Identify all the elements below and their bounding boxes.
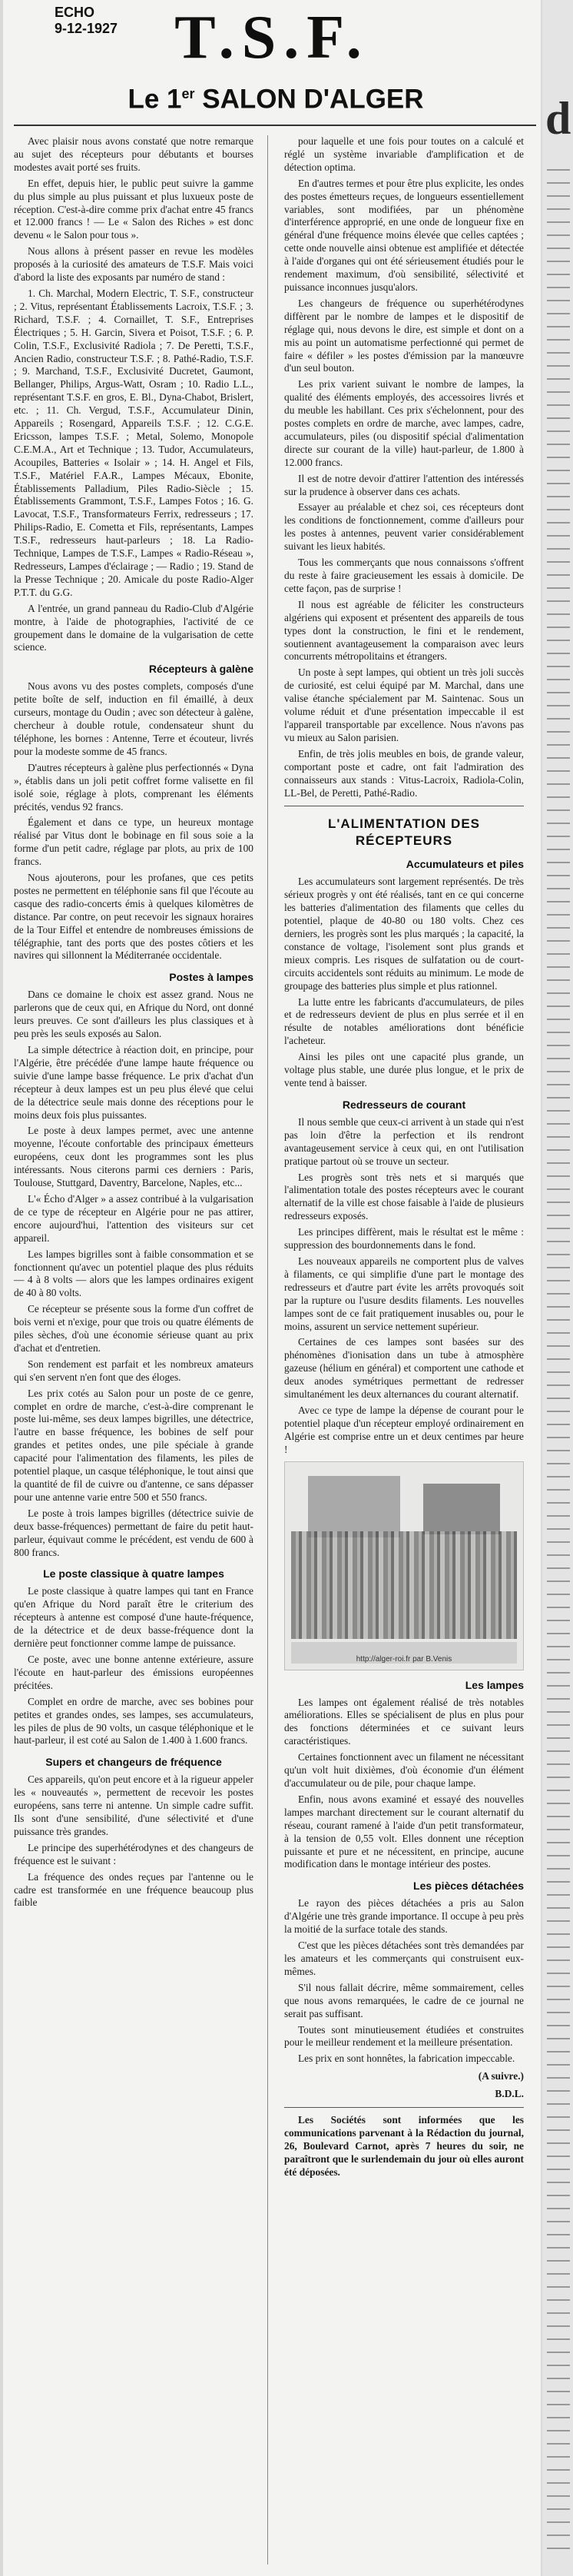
section-heading: Les pièces détachées xyxy=(413,1880,524,1893)
paragraph: Nous avons vu des postes complets, composés d'une petite boîte de self, induction en fil émaillé, à deux curseurs, montage du Oudin ; avec son détecteur à galène, chercheur à double rotule, condensateur shunt du téléphone, les bornes : Antenne, Terre et écouteur, livrés pour la modeste somme de 45 francs. xyxy=(14,680,253,757)
salon-photo xyxy=(284,1461,524,1670)
paragraph: C'est que les pièces détachées sont très demandées par les amateurs et les commerçants qui construisent eux-mêmes. xyxy=(284,1939,524,1977)
photo-stand-right xyxy=(423,1484,500,1534)
paragraph: Le poste à deux lampes permet, avec une antenne moyenne, l'écoute confortable des principaux émetteurs européens, ceux dont les programmes sont les plus intéressants. Nous citerons parmi ces derniers : Paris, Toulouse, Stuttgard, Daventry, Barcelone, Naples, etc... xyxy=(14,1125,253,1189)
paragraph: Essayer au préalable et chez soi, ces récepteurs dont les conditions de fonctionnement, comme d'ailleurs pour les postes à antennes, peuvent varier considérablement suivant les lieux habités. xyxy=(284,501,524,553)
paragraph: La lutte entre les fabricants d'accumulateurs, de piles et de redresseurs devient de plus en plus serrée et il en résulte de notables améliorations dont bénéficie l'acheteur. xyxy=(284,995,524,1047)
paragraph: pour laquelle et une fois pour toutes on a calculé et réglé un système invariable d'amplification et de détection optima. xyxy=(284,135,524,173)
section-heading: Accumulateurs et piles xyxy=(406,858,524,871)
paragraph: Ce récepteur se présente sous la forme d'un coffret de bois verni et n'exige, pour que trois ou quatre éléments de piles sèches, d'où une économie sérieuse quant au prix d'achat et d'entretien. xyxy=(14,1303,253,1354)
section-rule xyxy=(284,2107,524,2108)
section-heading: Le poste classique à quatre lampes xyxy=(43,1567,224,1581)
adjacent-letter: d xyxy=(545,93,571,144)
paragraph: Ce poste, avec une bonne antenne extérieure, assure l'écoute en haut-parleur des émissions européennes précitées. xyxy=(14,1653,253,1691)
paragraph: Les lampes bigrilles sont à faible consommation et se fonctionnent qu'avec un potentiel plaque des plus réduits — 4 à 8 volts — alors que les lampes ordinaires exigent de 40 à 80 volts. xyxy=(14,1248,253,1299)
paragraph: Dans ce domaine le choix est assez grand. Nous ne parlerons que de ceux qui, en Afrique du Nord, ont donné leurs preuves. Ce sont d'ailleurs les plus classiques et à peu près les seuls exposés au Salon. xyxy=(14,989,253,1040)
photo-credit: http://alger-roi.fr par B.Venis xyxy=(356,1654,452,1664)
to-be-continued: (A suivre.) xyxy=(478,2070,524,2082)
paragraph: Les nouveaux appareils ne comportent plus de valves à filaments, ce qui simplifie d'une part le montage des redresseurs et d'autre part évite les arrêts provoqués soit par la rupture ou l'usure desdits filaments. Les nouvelles lampes sont de ce fait pratiquement inusables ou, pour le moins, assurent un service nettement supérieur. xyxy=(284,1255,524,1332)
exhibitor-list: 1. Ch. Marchal, Modern Electric, T. S.F., constructeur ; 2. Vitus, représentant Établissements Lacroix, T.S.F. ; 3. Richard, T.S.F. ; 4. Cornaillet, T. S.F., Entreprises Électriques ; 5. H. Garcin, Sivera et Poisot, T.S.F. ; 6. P. Colin, T.S.F., Exclusivité Radiola ; 7. De Peretti, T.S.F., Ancien Radio, constructeur T.S.F. ; 8. Pathé-Radio, T.S.F. ; 9. Marchand, T.S.F., Exclusivité Ducretet, Gaumont, Bellanger, Philips, Argus-Watt, Osram ; 10. Radio L.L., représentant T.S.F. en gros, E. Bl., Dyna-Chabot, Brislert, etc. ; 11. Ch. Vergud, T.S.F., Accumulateur Dinin, Appareils ; Rosengard, Appareils T.S.F. ; 12. C.G.E. Ericsson, lampes T.S.F. ; Metal, Solemo, Monopole C.E.M.A., Art et Technique ; 13. Tudor, Accumulateurs, Acoupiles, Batteries « Isolair » ; 14. H. Angel et Fils, T.S.F., Matériel F.A.R., Lampes Mécaux, Ebonite, Établissements Palladium, Piles Radio-Siècle ; 15. Établissements Grammont, T.S.F., Lampes Fotos ; 16. G. Lavocat, T.S.F., Transformateurs Ferrix, redresseurs ; 17. Philips-Radio, E. Cometta et Fils, représentants, Lampes T.S.F., redresseurs haut-parleurs ; 18. La Radio-Technique, Lampes de T.S.F., Lampes « Radio-Réseau », Redresseurs, Lampes d'éclairage ; — Radio ; 19. Stand de la Presse Technique ; 20. Amicale du poste Radio-Alger P.T.T. du G.G. xyxy=(14,287,253,598)
paragraph: Il est de notre devoir d'attirer l'attention des intéressés sur la prudence à observer dans ces achats. xyxy=(284,472,524,497)
author-signature: B.D.L. xyxy=(495,2088,524,2100)
paragraph: En d'autres termes et pour être plus explicite, les ondes des postes émetteurs reçues, de longueurs essentiellement variables, sont modifiées, par un phénomène d'interférence approprié, en une onde de longueur fixe en général d'une fréquence moins élevée que celles captées ; cette onde nouvelle ainsi obtenue est amplifiée et détectée à l'aide d'organes qui ont été sérieusement étudiés pour le rendement maximum, d'où sensibilité, sélectivité et puissance inconnues jusqu'alors. xyxy=(284,177,524,293)
masthead-title: T.S.F. xyxy=(174,4,369,71)
paragraph: A l'entrée, un grand panneau du Radio-Club d'Algérie montre, à l'aide de photographies, l'activité de ce groupement dans le domaine de la vulgarisation de cette science. xyxy=(14,602,253,653)
paragraph: Avec plaisir nous avons constaté que notre remarque au sujet des récepteurs pour débutants et bourses modestes avait porté ses fruits. xyxy=(14,135,253,173)
section-heading: Redresseurs de courant xyxy=(342,1098,466,1111)
section-heading: Les lampes xyxy=(465,1678,524,1691)
paragraph: Les changeurs de fréquence ou superhétérodynes diffèrent par le nombre de lampes et le dispositif de réglage qui, nous devons le dire, est simple et dont on a mis au point un automatisme perfectionné qui permet de faire « défiler » les postes d'émission par la manœuvre d'un seul bouton. xyxy=(284,297,524,374)
paragraph: Un poste à sept lampes, qui obtient un très joli succès de curiosité, est celui équipé par M. Marchal, dans une valise étanche spécialement par M. Saintenac. Sous un volume réduit et d'une présentation impeccable il est l'appareil transportable par excellence. Nous n'avons pas vu mieux au Salon parisien. xyxy=(284,666,524,743)
clipping-stamp xyxy=(55,5,139,37)
photo-credit-name: B.Venis xyxy=(426,1654,452,1664)
paragraph: Ainsi les piles ont une capacité plus grande, un voltage plus stable, une durée plus longue, et le prix de vente tend à baisser. xyxy=(284,1051,524,1089)
paragraph: Le poste classique à quatre lampes qui tant en France qu'en Afrique du Nord paraît être le criterium des récepteurs à antenne est composé d'une haute-fréquence, de la détectrice et de deux basse-fréquence dont la dernière peut fonctionner comme lampe de puissance. xyxy=(14,1585,253,1650)
paragraph: Les prix en sont honnêtes, la fabrication impeccable. xyxy=(298,2052,515,2065)
stamp-source: ECHO xyxy=(55,5,95,20)
editorial-notice: Les Sociétés sont informées que les communications parvenant à la Rédaction du journal, 26, Boulevard Carnot, après 7 heures du soir, ne paraîtront que le surlendemain du jour où elles auront été déposées. xyxy=(284,2114,524,2178)
column-divider xyxy=(267,135,268,2564)
paragraph: Le rayon des pièces détachées a pris au Salon d'Algérie une très grande importance. Il occupe à peu près la moitié de la surface totale des stands. xyxy=(284,1897,524,1936)
right-column xyxy=(284,135,524,2182)
paragraph: Avec ce type de lampe la dépense de courant pour le potentiel plaque d'un récepteur employé ordinairement en Algérie est comprise entre un et deux centimes par heure ! xyxy=(284,1404,524,1455)
photo-stand-left xyxy=(308,1476,400,1537)
adjacent-text-lines xyxy=(547,169,570,2552)
paragraph: Tous les commerçants que nous connaissons s'offrent du reste à faire gracieusement les essais à domicile. De cette façon, pas de surprise ! xyxy=(284,557,524,594)
paragraph: Ces appareils, qu'on peut encore et à la rigueur appeler les « nouveautés », permettent de recevoir les postes européens, sans terre ni antenne. Un simple cadre suffit. Ils sont d'une sensibilité, d'une sélectivité et d'une puissance très grandes. xyxy=(14,1773,253,1837)
section-heading: Postes à lampes xyxy=(169,971,253,984)
paragraph: D'autres récepteurs à galène plus perfectionnés « Dyna », établis dans un joli petit coffret forme valisette en fil isolé soie, réglage à plots, comprenant les éléments précités, vendus 92 francs. xyxy=(14,761,253,813)
article-subtitle: Le 1er SALON D'ALGER xyxy=(128,84,424,115)
paragraph: Certaines de ces lampes sont basées sur des phénomènes d'ionisation dans un tube à atmosphère gazeuse (hélium en général) et comportent une cathode et deux anodes symétriques permettant de redresser simultanément les deux alternances du courant alternatif. xyxy=(284,1336,524,1401)
section-heading-major: L'ALIMENTATION DES RÉCEPTEURS xyxy=(327,816,480,849)
paragraph: Enfin, nous avons examiné et essayé des nouvelles lampes marchant directement sur le courant alternatif du réseau, courant ramené à l'aide d'un petit transformateur, à la tension de 0,55 volt. Elles donnent une réception puissante et pure et ne nécessitent, en principe, aucune modification dans le montage intérieur des postes. xyxy=(284,1793,524,1870)
paragraph: Les lampes ont également réalisé de très notables améliorations. Elles se spécialisent de plus en plus pour des fonctions déterminées et ce suivant leurs caractéristiques. xyxy=(284,1696,524,1747)
adjacent-column-edge xyxy=(542,0,573,2576)
paragraph: La fréquence des ondes reçues par l'antenne ou le cadre est transformée en une fréquence beaucoup plus faible xyxy=(14,1870,253,1909)
paragraph: Enfin, de très jolis meubles en bois, de grande valeur, comportant poste et cadre, ont fait l'admiration des connaisseurs aux stands : Vitus-Lacroix, Radiola-Colin, LL-Bel, de Peretti, Pathé-Radio. xyxy=(284,747,524,799)
paragraph: Nous allons à présent passer en revue les modèles proposés à la curiosité des amateurs de T.S.F. Mais voici d'abord la liste des exposants par numéro de stand : xyxy=(14,245,253,284)
paragraph: S'il nous fallait décrire, même sommairement, celles que nous avons remarquées, le cadre de ce journal ne serait pas suffisant. xyxy=(284,1981,524,2019)
paragraph: Le principe des superhétérodynes et des changeurs de fréquence est le suivant : xyxy=(14,1841,253,1866)
paragraph: En effet, depuis hier, le public peut suivre la gamme du plus simple au plus puissant et plus luxueux poste de réception. C'est-à-dire comme prix d'achat entre 45 francs et 12.000 francs ! — Le « Salon des Riches » est donc devenu « le Salon pour tous ». xyxy=(14,177,253,241)
paragraph: Le poste à trois lampes bigrilles (détectrice suivie de deux basse-fréquences) permettant de faire du petit haut-parleur, équivaut comme le précédent, est vendu de 600 à 800 francs. xyxy=(14,1507,253,1558)
paragraph: Également et dans ce type, un heureux montage réalisé par Vitus dont le bobinage en fil sous soie a la forme d'un petit cadre, réglage par plots, au prix de 100 francs. xyxy=(14,816,253,868)
paragraph: Les prix varient suivant le nombre de lampes, la qualité des éléments employés, des accessoires livrés et du meuble les habillant. Ces prix s'échelonnent, pour des postes complets en ordre de marche, avec lampes, cadre, accumulateurs, piles (ou dispositif spécial d'alimentation directe sur courant de la ville) haut-parleur, de 1.800 à 12.000 francs. xyxy=(284,378,524,468)
paragraph: Les accumulateurs sont largement représentés. De très sérieux progrès y ont été réalisés, tant en ce qui concerne les batteries d'alimentation des filaments que celles du potentiel, plaque de 40-80 ou 180 volts. Chez ces derniers, les progrès sont les plus marqués ; la capacité, la constance de voltage, l'isolement sont plus grands et mieux compris. Les risques de sulfatation ou de court-circuits accidentels sont réduits au minimum. Le mode de groupage des batteries plus simple et plus rationnel. xyxy=(284,876,524,992)
photo-crowd xyxy=(291,1531,517,1639)
paragraph: Les principes diffèrent, mais le résultat est le même : suppression des bourdonnements dans le fond. xyxy=(284,1226,524,1251)
paragraph: Son rendement est parfait et les nombreux amateurs qui s'en servent n'en font que des éloges. xyxy=(14,1358,253,1383)
newspaper-clipping xyxy=(3,0,541,2576)
photo-url: http://alger-roi.fr xyxy=(356,1654,411,1664)
paragraph: Les prix cotés au Salon pour un poste de ce genre, complet en ordre de marche, c'est-à-dire comprenant le poste lui-même, ses deux lampes bigrilles, une détectrice, l'autre en basse fréquence, les bobines de self pour grandes et petites ondes, une pile spéciale à grande capacité pour l'alimentation des filaments, les piles de potentiel plaque, un casque téléphonique, le tout ainsi que la quantité de fil de cuivre ou d'antenne, ce sans dépasser pour une antenne varie entre 500 et 550 francs. xyxy=(14,1387,253,1503)
stamp-date: 9-12-1927 xyxy=(55,21,118,36)
paragraph: Il nous semble que ceux-ci arrivent à un stade qui n'est pas loin d'être la perfection et ils rendront avantageusement service à ceux qui, en ont l'utilisation pratique partout où se trouve un secteur. xyxy=(284,1115,524,1167)
section-heading: Supers et changeurs de fréquence xyxy=(45,1756,222,1769)
paragraph: Complet en ordre de marche, avec ses bobines pour petites et grandes ondes, ses lampes, ses accumulateurs, les piles de plus de 90 volts, un casque téléphonique et le haut-parleur, il est coté au Salon de 1.400 à 1.600 francs. xyxy=(14,1695,253,1747)
paragraph: L'« Écho d'Alger » a assez contribué à la vulgarisation de ce type de récepteur en Algérie pour ne pas attirer, encore aujourd'hui, l'attention des visiteurs sur cet appareil. xyxy=(14,1192,253,1244)
paragraph: Les progrès sont très nets et si marqués que l'alimentation totale des postes récepteurs avec le courant alternatif de la ville est chose faisable à l'aide de plusieurs redresseurs exposés. xyxy=(284,1171,524,1222)
paragraph: La simple détectrice à réaction doit, en principe, pour l'Algérie, être précédée d'une lampe haute fréquence ou suivie d'une lampe basse fréquence. Le prix d'achat d'un récepteur à deux lampes est un peu plus élevé que celui de la détectrice seule mais donne des réceptions pour le moins deux fois plus puissantes. xyxy=(14,1044,253,1121)
paragraph: Toutes sont minutieusement étudiées et construites pour le meilleur rendement et la meilleure présentation. xyxy=(284,2023,524,2049)
left-column xyxy=(14,135,253,1913)
section-heading: Récepteurs à galène xyxy=(148,663,253,676)
header-rule xyxy=(14,125,536,126)
paragraph: Certaines fonctionnent avec un filament ne nécessitant qu'un volt huit dixièmes, d'où économie d'un élément d'accumulateur ou de pile, pour chaque lampe. xyxy=(284,1751,524,1789)
paragraph: Nous ajouterons, pour les profanes, que ces petits postes ne permettent en téléphonie sans fil que l'écoute au casque des radio-concerts émis à quelques kilomètres de distance. Par contre, on peut recevoir les signaux horaires de la Tour Eiffel et entendre de nombreuses émissions de télégraphie, tant des ports que des postes côtiers et les navires qui sillonnent la Méditerranée occidentale. xyxy=(14,872,253,962)
paragraph: Il nous est agréable de féliciter les constructeurs algériens qui exposent et présentent des appareils de tous types dont la construction, le fini et le rendement, soutiennent avantageusement la comparaison avec leurs concurrents métropolitains et étrangers. xyxy=(284,598,524,663)
